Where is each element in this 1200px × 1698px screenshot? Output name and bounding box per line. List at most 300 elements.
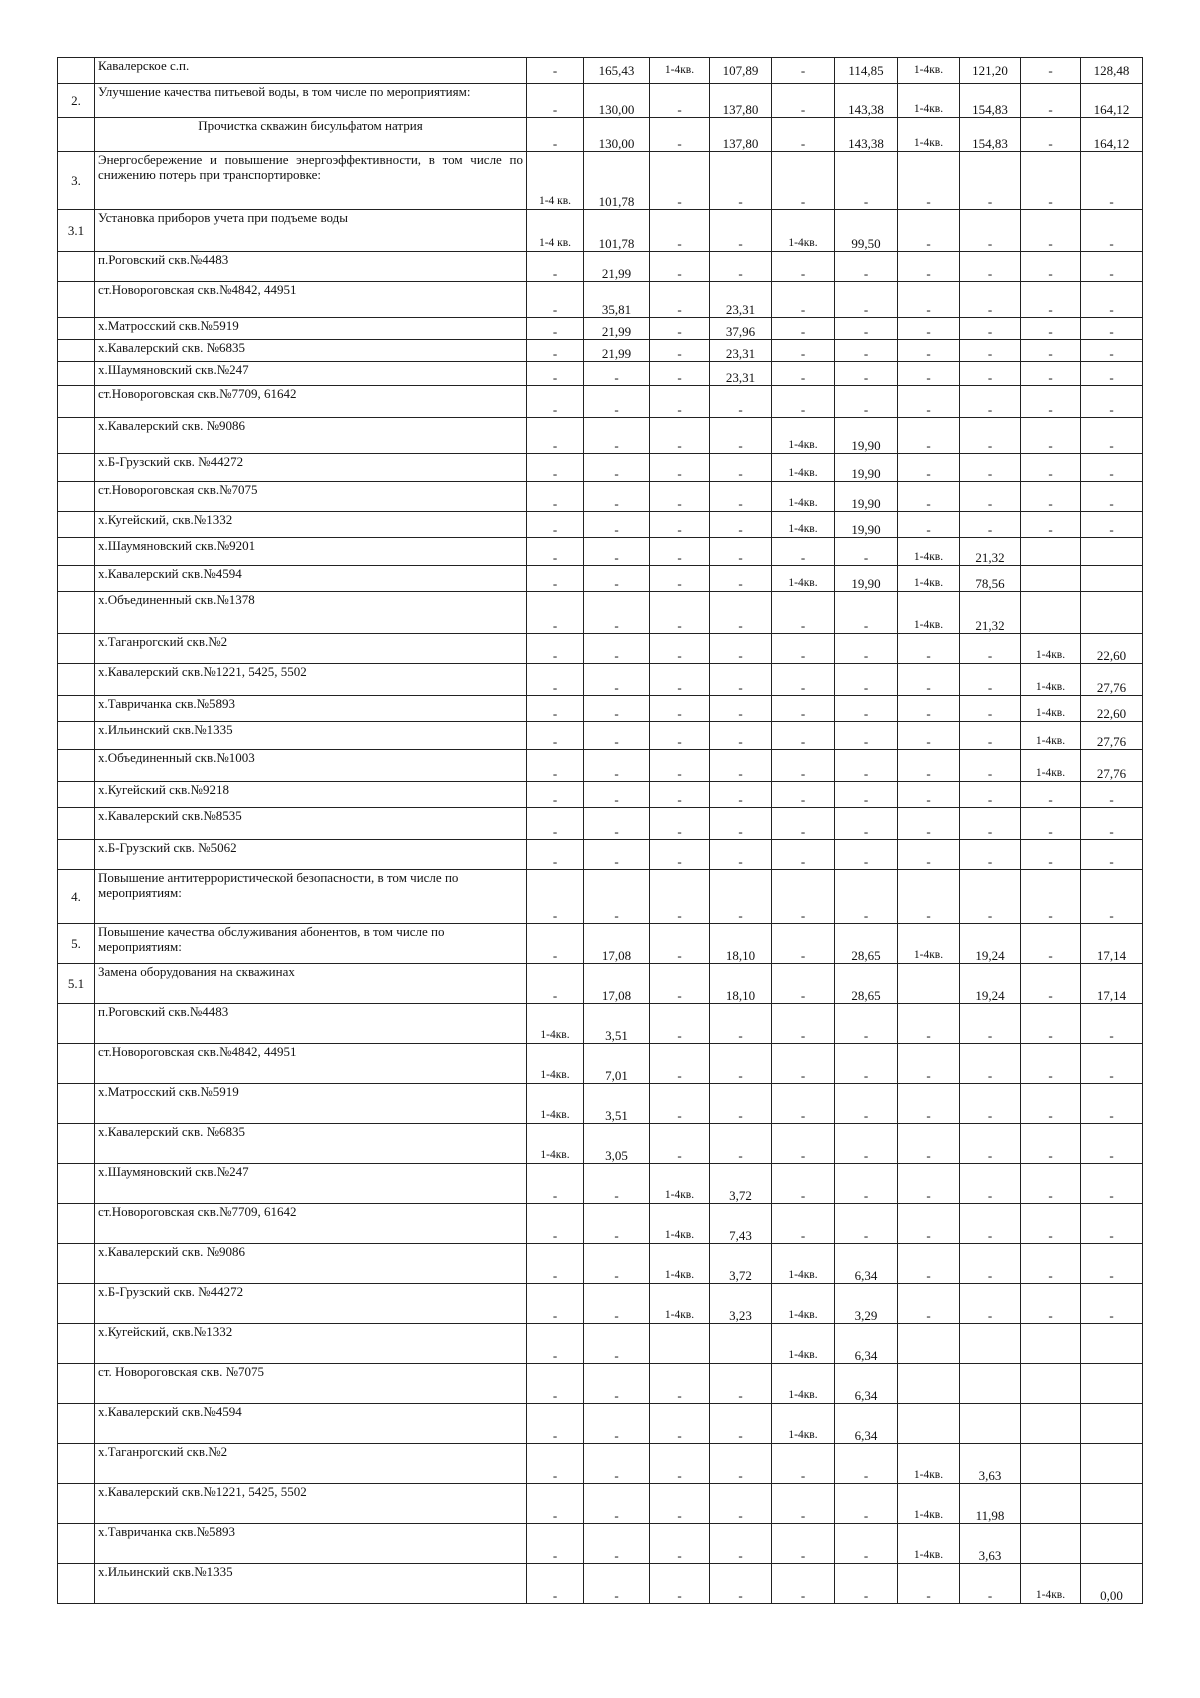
amount-cell: -: [710, 722, 772, 750]
amount-cell: 121,20: [960, 58, 1021, 84]
period-cell: -: [650, 210, 710, 252]
row-name: Повышение антитеррористической безопасности, в том числе по мероприятиям:: [95, 870, 527, 924]
investment-program-table: [57, 57, 1143, 1604]
amount-cell: -: [584, 722, 650, 750]
row-name: Энергосбережение и повышение энергоэффективности, в том числе по снижению потерь при транспортировке:: [95, 152, 527, 210]
period-cell: -: [772, 1564, 835, 1604]
amount-cell: -: [960, 454, 1021, 482]
amount-cell: 130,00: [584, 118, 650, 152]
period-cell: -: [527, 1564, 584, 1604]
table-row: [58, 252, 1143, 282]
amount-cell: -: [584, 418, 650, 454]
row-number: [58, 1004, 95, 1044]
amount-cell: -: [710, 840, 772, 870]
amount-cell: -: [584, 566, 650, 592]
period-cell: 1-4кв.: [772, 1404, 835, 1444]
amount-cell: -: [960, 252, 1021, 282]
row-number: [58, 386, 95, 418]
amount-cell: -: [584, 482, 650, 512]
period-cell: -: [527, 84, 584, 118]
period-cell: -: [527, 362, 584, 386]
period-cell: -: [527, 318, 584, 340]
amount-cell: [1081, 592, 1143, 634]
period-cell: -: [898, 252, 960, 282]
amount-cell: -: [960, 1284, 1021, 1324]
period-cell: -: [772, 1044, 835, 1084]
period-cell: -: [527, 870, 584, 924]
amount-cell: -: [835, 282, 898, 318]
amount-cell: -: [584, 538, 650, 566]
amount-cell: -: [710, 870, 772, 924]
period-cell: -: [527, 808, 584, 840]
amount-cell: -: [1081, 1284, 1143, 1324]
amount-cell: 22,60: [1081, 696, 1143, 722]
period-cell: -: [650, 386, 710, 418]
amount-cell: -: [1081, 210, 1143, 252]
amount-cell: -: [835, 750, 898, 782]
amount-cell: [1081, 1484, 1143, 1524]
amount-cell: -: [710, 1444, 772, 1484]
period-cell: -: [527, 964, 584, 1004]
amount-cell: 3,72: [710, 1244, 772, 1284]
row-number: [58, 1404, 95, 1444]
amount-cell: 23,31: [710, 362, 772, 386]
row-name: х.Кавалерский скв.№1221, 5425, 5502: [95, 664, 527, 696]
amount-cell: -: [1081, 252, 1143, 282]
period-cell: -: [772, 592, 835, 634]
amount-cell: -: [584, 696, 650, 722]
period-cell: -: [527, 340, 584, 362]
period-cell: -: [1021, 924, 1081, 964]
amount-cell: -: [584, 454, 650, 482]
table-row: [58, 1084, 1143, 1124]
period-cell: [650, 1324, 710, 1364]
amount-cell: -: [1081, 870, 1143, 924]
period-cell: -: [1021, 1044, 1081, 1084]
amount-cell: -: [960, 634, 1021, 664]
period-cell: -: [650, 1364, 710, 1404]
period-cell: 1-4кв.: [527, 1004, 584, 1044]
period-cell: -: [650, 924, 710, 964]
row-number: 4.: [58, 870, 95, 924]
period-cell: [898, 1364, 960, 1404]
table-row: [58, 118, 1143, 152]
amount-cell: 164,12: [1081, 118, 1143, 152]
amount-cell: -: [710, 750, 772, 782]
period-cell: -: [1021, 782, 1081, 808]
row-number: [58, 782, 95, 808]
period-cell: -: [527, 1164, 584, 1204]
amount-cell: -: [710, 566, 772, 592]
period-cell: -: [650, 1124, 710, 1164]
period-cell: -: [1021, 1204, 1081, 1244]
period-cell: 1-4кв.: [898, 1444, 960, 1484]
row-name: х.Кавалерский скв.№8535: [95, 808, 527, 840]
period-cell: -: [1021, 840, 1081, 870]
amount-cell: -: [710, 512, 772, 538]
amount-cell: 17,14: [1081, 964, 1143, 1004]
period-cell: -: [898, 1124, 960, 1164]
amount-cell: -: [584, 386, 650, 418]
period-cell: -: [527, 722, 584, 750]
amount-cell: -: [710, 152, 772, 210]
period-cell: 1-4 кв.: [527, 210, 584, 252]
period-cell: [898, 964, 960, 1004]
amount-cell: -: [1081, 1244, 1143, 1284]
amount-cell: -: [1081, 318, 1143, 340]
row-number: [58, 592, 95, 634]
amount-cell: -: [584, 362, 650, 386]
period-cell: -: [898, 1284, 960, 1324]
amount-cell: -: [960, 1084, 1021, 1124]
period-cell: -: [527, 1444, 584, 1484]
period-cell: -: [772, 386, 835, 418]
row-name: х.Матросский скв.№5919: [95, 1084, 527, 1124]
period-cell: -: [527, 1244, 584, 1284]
amount-cell: [710, 1324, 772, 1364]
period-cell: -: [898, 454, 960, 482]
amount-cell: 165,43: [584, 58, 650, 84]
row-name: х.Кавалерский скв.№1221, 5425, 5502: [95, 1484, 527, 1524]
amount-cell: -: [584, 808, 650, 840]
amount-cell: 3,63: [960, 1524, 1021, 1564]
table-row: [58, 210, 1143, 252]
period-cell: -: [1021, 1284, 1081, 1324]
period-cell: 1-4кв.: [772, 566, 835, 592]
amount-cell: 154,83: [960, 84, 1021, 118]
row-number: 2.: [58, 84, 95, 118]
period-cell: -: [772, 252, 835, 282]
amount-cell: -: [960, 1204, 1021, 1244]
row-number: [58, 1044, 95, 1084]
amount-cell: -: [835, 1164, 898, 1204]
row-number: 3.1: [58, 210, 95, 252]
period-cell: -: [1021, 1244, 1081, 1284]
period-cell: -: [1021, 482, 1081, 512]
row-name: х.Матросский скв.№5919: [95, 318, 527, 340]
period-cell: -: [772, 118, 835, 152]
amount-cell: -: [710, 386, 772, 418]
amount-cell: 17,08: [584, 924, 650, 964]
amount-cell: -: [835, 696, 898, 722]
period-cell: 1-4кв.: [650, 1164, 710, 1204]
amount-cell: -: [960, 1164, 1021, 1204]
amount-cell: 3,72: [710, 1164, 772, 1204]
period-cell: -: [527, 418, 584, 454]
amount-cell: -: [960, 1004, 1021, 1044]
period-cell: -: [1021, 362, 1081, 386]
period-cell: -: [650, 722, 710, 750]
period-cell: -: [898, 318, 960, 340]
table-row: [58, 454, 1143, 482]
amount-cell: -: [960, 210, 1021, 252]
amount-cell: 18,10: [710, 924, 772, 964]
amount-cell: -: [960, 1124, 1021, 1164]
period-cell: 1-4кв.: [898, 592, 960, 634]
row-number: [58, 1124, 95, 1164]
row-name: х.Б-Грузский скв. №5062: [95, 840, 527, 870]
row-name: х.Шаумяновский скв.№9201: [95, 538, 527, 566]
period-cell: 1-4кв.: [772, 454, 835, 482]
amount-cell: 19,24: [960, 964, 1021, 1004]
amount-cell: -: [835, 252, 898, 282]
amount-cell: -: [835, 664, 898, 696]
period-cell: -: [527, 566, 584, 592]
amount-cell: 78,56: [960, 566, 1021, 592]
period-cell: -: [650, 696, 710, 722]
period-cell: -: [898, 750, 960, 782]
amount-cell: -: [960, 722, 1021, 750]
table-row: [58, 1444, 1143, 1484]
row-number: [58, 1244, 95, 1284]
amount-cell: -: [835, 1124, 898, 1164]
row-name: п.Роговский скв.№4483: [95, 252, 527, 282]
period-cell: -: [527, 282, 584, 318]
amount-cell: 137,80: [710, 84, 772, 118]
period-cell: -: [772, 634, 835, 664]
amount-cell: -: [1081, 782, 1143, 808]
period-cell: [898, 1324, 960, 1364]
row-number: [58, 1324, 95, 1364]
table-row: [58, 282, 1143, 318]
amount-cell: 19,90: [835, 482, 898, 512]
amount-cell: -: [1081, 454, 1143, 482]
period-cell: -: [1021, 1084, 1081, 1124]
amount-cell: 17,08: [584, 964, 650, 1004]
period-cell: -: [527, 1524, 584, 1564]
period-cell: 1-4кв.: [772, 418, 835, 454]
table-row: [58, 566, 1143, 592]
row-number: [58, 1484, 95, 1524]
amount-cell: -: [960, 318, 1021, 340]
amount-cell: 143,38: [835, 84, 898, 118]
period-cell: -: [772, 664, 835, 696]
row-name: ст.Новороговская скв.№4842, 44951: [95, 1044, 527, 1084]
amount-cell: -: [710, 1124, 772, 1164]
period-cell: 1-4кв.: [772, 1284, 835, 1324]
row-number: [58, 664, 95, 696]
amount-cell: 27,76: [1081, 750, 1143, 782]
row-number: [58, 454, 95, 482]
amount-cell: [960, 1404, 1021, 1444]
amount-cell: -: [960, 1244, 1021, 1284]
period-cell: -: [772, 964, 835, 1004]
period-cell: -: [650, 362, 710, 386]
period-cell: -: [772, 1164, 835, 1204]
amount-cell: -: [710, 1524, 772, 1564]
row-name: х.Ильинский скв.№1335: [95, 1564, 527, 1604]
row-number: [58, 1364, 95, 1404]
period-cell: -: [527, 696, 584, 722]
amount-cell: 164,12: [1081, 84, 1143, 118]
amount-cell: -: [960, 482, 1021, 512]
period-cell: 1-4кв.: [1021, 664, 1081, 696]
period-cell: -: [898, 1204, 960, 1244]
row-number: [58, 1564, 95, 1604]
period-cell: -: [650, 252, 710, 282]
period-cell: -: [772, 1524, 835, 1564]
amount-cell: 21,32: [960, 538, 1021, 566]
period-cell: -: [527, 840, 584, 870]
table-row: [58, 152, 1143, 210]
table-row: [58, 538, 1143, 566]
period-cell: -: [527, 924, 584, 964]
period-cell: -: [1021, 252, 1081, 282]
period-cell: -: [898, 722, 960, 750]
table-row: [58, 482, 1143, 512]
amount-cell: -: [1081, 152, 1143, 210]
amount-cell: 18,10: [710, 964, 772, 1004]
amount-cell: -: [835, 1084, 898, 1124]
period-cell: [1021, 538, 1081, 566]
table-row: [58, 418, 1143, 454]
period-cell: -: [650, 1084, 710, 1124]
amount-cell: -: [835, 386, 898, 418]
amount-cell: 114,85: [835, 58, 898, 84]
amount-cell: 28,65: [835, 924, 898, 964]
amount-cell: -: [1081, 340, 1143, 362]
amount-cell: 27,76: [1081, 722, 1143, 750]
table-row: [58, 84, 1143, 118]
row-number: [58, 318, 95, 340]
period-cell: 1-4кв.: [1021, 750, 1081, 782]
table-row: [58, 1204, 1143, 1244]
period-cell: -: [1021, 282, 1081, 318]
amount-cell: 28,65: [835, 964, 898, 1004]
period-cell: -: [527, 252, 584, 282]
period-cell: -: [772, 750, 835, 782]
amount-cell: 37,96: [710, 318, 772, 340]
amount-cell: 35,81: [584, 282, 650, 318]
table-row: [58, 362, 1143, 386]
amount-cell: -: [835, 782, 898, 808]
row-number: [58, 566, 95, 592]
period-cell: 1-4кв.: [1021, 696, 1081, 722]
table-row: [58, 1244, 1143, 1284]
amount-cell: -: [835, 362, 898, 386]
amount-cell: -: [1081, 808, 1143, 840]
row-number: 5.1: [58, 964, 95, 1004]
amount-cell: 21,99: [584, 340, 650, 362]
amount-cell: 7,43: [710, 1204, 772, 1244]
period-cell: -: [772, 1204, 835, 1244]
amount-cell: -: [584, 592, 650, 634]
row-name: х.Кугейский, скв.№1332: [95, 1324, 527, 1364]
row-name: х.Шаумяновский скв.№247: [95, 1164, 527, 1204]
row-name: х.Тавричанка скв.№5893: [95, 696, 527, 722]
amount-cell: -: [710, 538, 772, 566]
period-cell: -: [650, 538, 710, 566]
row-number: [58, 538, 95, 566]
table-row: [58, 1364, 1143, 1404]
period-cell: -: [1021, 964, 1081, 1004]
period-cell: -: [898, 1164, 960, 1204]
amount-cell: -: [584, 1524, 650, 1564]
period-cell: 1-4кв.: [772, 482, 835, 512]
period-cell: -: [527, 386, 584, 418]
period-cell: -: [650, 1004, 710, 1044]
row-name: Повышение качества обслуживания абонентов, в том числе по мероприятиям:: [95, 924, 527, 964]
table-row: [58, 924, 1143, 964]
row-name: х.Кугейский скв.№9218: [95, 782, 527, 808]
period-cell: [898, 1404, 960, 1444]
amount-cell: -: [584, 634, 650, 664]
amount-cell: -: [584, 750, 650, 782]
period-cell: -: [650, 84, 710, 118]
amount-cell: 19,90: [835, 512, 898, 538]
period-cell: -: [527, 512, 584, 538]
row-number: [58, 696, 95, 722]
period-cell: 1-4 кв.: [527, 152, 584, 210]
amount-cell: 143,38: [835, 118, 898, 152]
row-number: [58, 722, 95, 750]
row-name: ст.Новороговская скв.№7075: [95, 482, 527, 512]
table-row: [58, 782, 1143, 808]
period-cell: -: [650, 964, 710, 1004]
amount-cell: -: [710, 782, 772, 808]
period-cell: -: [650, 1404, 710, 1444]
period-cell: -: [772, 538, 835, 566]
period-cell: 1-4кв.: [1021, 722, 1081, 750]
period-cell: -: [898, 1084, 960, 1124]
period-cell: -: [772, 1484, 835, 1524]
amount-cell: 19,90: [835, 566, 898, 592]
row-name: х.Таганрогский скв.№2: [95, 1444, 527, 1484]
row-number: [58, 1164, 95, 1204]
amount-cell: -: [835, 1444, 898, 1484]
amount-cell: [1081, 1364, 1143, 1404]
period-cell: -: [527, 118, 584, 152]
amount-cell: -: [710, 1004, 772, 1044]
table-row: [58, 634, 1143, 664]
amount-cell: -: [960, 1564, 1021, 1604]
period-cell: -: [1021, 318, 1081, 340]
period-cell: -: [898, 512, 960, 538]
amount-cell: -: [835, 1484, 898, 1524]
amount-cell: -: [584, 840, 650, 870]
amount-cell: 3,51: [584, 1084, 650, 1124]
period-cell: 1-4кв.: [898, 924, 960, 964]
period-cell: -: [772, 58, 835, 84]
period-cell: -: [772, 152, 835, 210]
row-name: х.Объединенный скв.№1378: [95, 592, 527, 634]
row-name: х.Б-Грузский скв. №44272: [95, 454, 527, 482]
period-cell: 1-4кв.: [650, 1284, 710, 1324]
amount-cell: -: [960, 418, 1021, 454]
amount-cell: [1081, 1324, 1143, 1364]
period-cell: -: [898, 340, 960, 362]
period-cell: [1021, 1524, 1081, 1564]
amount-cell: 3,51: [584, 1004, 650, 1044]
amount-cell: [1081, 1404, 1143, 1444]
row-name: х.Кавалерский скв. №6835: [95, 340, 527, 362]
row-name: х.Кавалерский скв.№4594: [95, 1404, 527, 1444]
table-row: [58, 1524, 1143, 1564]
period-cell: [1021, 592, 1081, 634]
amount-cell: 3,05: [584, 1124, 650, 1164]
amount-cell: [960, 1324, 1021, 1364]
amount-cell: [1081, 566, 1143, 592]
period-cell: -: [650, 340, 710, 362]
period-cell: -: [650, 152, 710, 210]
table-row: [58, 592, 1143, 634]
amount-cell: -: [1081, 1124, 1143, 1164]
row-number: [58, 1444, 95, 1484]
amount-cell: -: [960, 782, 1021, 808]
amount-cell: -: [1081, 482, 1143, 512]
amount-cell: 21,32: [960, 592, 1021, 634]
row-number: [58, 58, 95, 84]
